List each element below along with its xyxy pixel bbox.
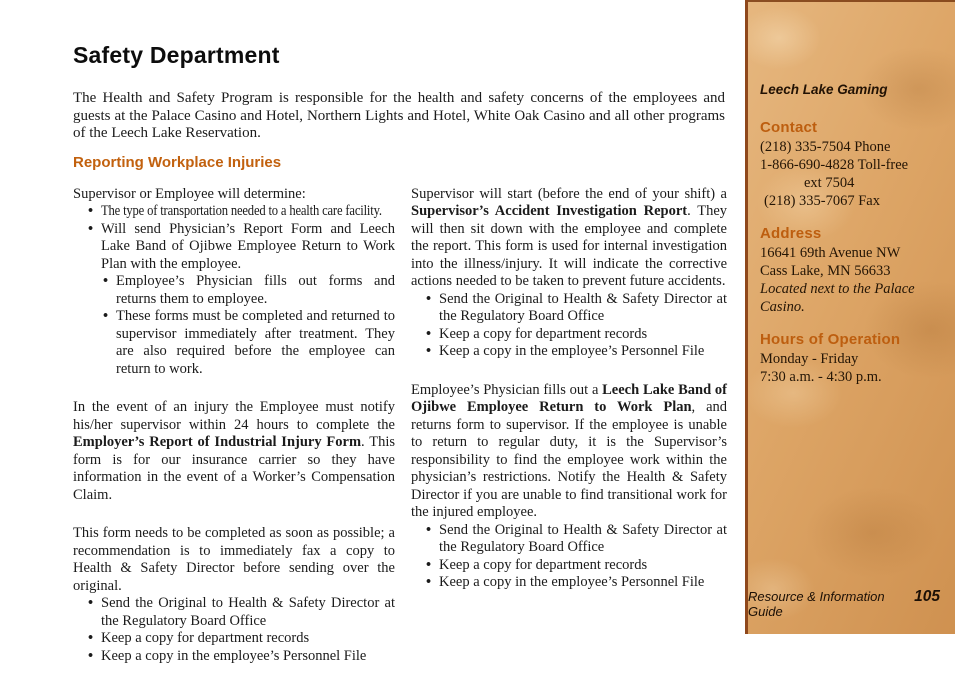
paragraph-text: , and returns form to supervisor. If the employee is unable to return to regular duty, it is the Supervisor’s responsibility to find the employee work within the physician’s restrictions. Notify the Health & Safety Director if you are unable to find transitional work for the injured employee.: [411, 399, 727, 521]
sidebar-content: [748, 0, 955, 386]
fax-paragraph: This form needs to be completed as soon as possible; a recommendation is to immediately fax a copy to Health & Safety Director before sending over the original.: [73, 525, 395, 594]
determine-lead: Supervisor or Employee will determine:: [73, 185, 306, 202]
contact-tollfree: 1-866-690-4828 Toll-free: [760, 157, 909, 173]
paragraph-text: Employee’s Physician fills out a: [411, 381, 603, 398]
investigation-paragraph: [411, 186, 727, 291]
list-item: • Keep a copy in the employee’s Personnel File: [426, 343, 727, 361]
form-name-bold: Supervisor’s Accident Investigation Report: [411, 203, 688, 220]
list-item: • Keep a copy for department records: [88, 630, 395, 648]
list-item: • Send the Original to Health & Safety Director at the Regulatory Board Office: [88, 595, 395, 630]
list-item: • Will send Physician’s Report Form and Leech Lake Band of Ojibwe Employee Return to Work Plan with the employee.: [88, 221, 395, 274]
contact-fax: (218) 335-7067 Fax: [764, 193, 880, 209]
section-heading: Reporting Workplace Injuries: [73, 153, 282, 171]
contact-phone: (218) 335-7504 Phone: [760, 139, 891, 155]
list-item: [88, 203, 395, 221]
page-footer: [748, 588, 940, 619]
list-item: • Send the Original to Health & Safety Director at the Regulatory Board Office: [426, 522, 727, 557]
list-item: • Keep a copy in the employee’s Personnel File: [88, 648, 395, 666]
hours-section: [760, 331, 941, 386]
injury-report-block: [73, 399, 395, 504]
contact-ext: ext 7504: [804, 175, 855, 191]
paragraph-text: In the event of an injury the Employee must notify his/her supervisor within 24 hours to complete the: [73, 399, 395, 433]
hours-days: Monday - Friday: [760, 351, 859, 367]
form-name-bold: Leech Lake Band of Ojibwe Employee Return to Work Plan: [411, 381, 727, 416]
list-item: • Keep a copy in the employee’s Personnel File: [426, 574, 727, 592]
investigation-bullet-list: [411, 291, 727, 361]
list-item: • Employee’s Physician fills out forms and returns them to employee.: [103, 273, 395, 308]
address-section: [760, 225, 941, 316]
paragraph-text: . They will then sit down with the employee and complete the report. This form is used for internal investigation into the illness/injury. It will indicate the corrective actions needed to be taken to prevent future accidents.: [411, 203, 728, 290]
list-item: • Keep a copy for department records: [426, 557, 727, 575]
injury-report-paragraph: [73, 399, 395, 504]
return-bullet-list: [411, 522, 727, 592]
filing-bullet-list: [73, 595, 395, 665]
determine-block: [73, 186, 395, 379]
return-to-work-block: [411, 382, 727, 592]
paragraph-text: . This form is for our insurance carrier so they have information in the event of a Worker’s Compensation Claim.: [73, 434, 395, 503]
info-sidebar: [745, 0, 955, 634]
address-line: 16641 69th Avenue NW: [760, 245, 901, 261]
form-name-bold: Employer’s Report of Industrial Injury Form: [73, 434, 362, 451]
hours-times: 7:30 a.m. - 4:30 p.m.: [760, 369, 882, 385]
fax-block: [73, 525, 395, 665]
left-column: [73, 186, 395, 686]
contact-heading: Contact: [760, 119, 818, 136]
address-heading: Address: [760, 225, 822, 242]
determine-bullet-list: [73, 203, 395, 378]
investigation-block: [411, 186, 727, 361]
return-to-work-paragraph: [411, 382, 727, 522]
list-item: • Send the Original to Health & Safety Director at the Regulatory Board Office: [426, 291, 727, 326]
address-note: Casino.: [760, 299, 805, 315]
footer-page-number: 105: [914, 588, 940, 605]
paragraph-text: Supervisor will start (before the end of your shift) a: [411, 185, 727, 202]
sidebar-program-name: Leech Lake Gaming: [760, 82, 888, 97]
hours-heading: Hours of Operation: [760, 331, 901, 348]
contact-section: [760, 119, 941, 210]
address-line: Cass Lake, MN 56633: [760, 263, 891, 279]
footer-guide-title: Resource & Information Guide: [748, 589, 885, 619]
page-title: Safety Department: [73, 42, 280, 68]
list-item-text: The type of transportation needed to a health care facility.: [101, 203, 382, 220]
two-column-layout: [73, 186, 727, 686]
right-column: [411, 186, 727, 686]
list-item: • Keep a copy for department records: [426, 326, 727, 344]
intro-paragraph: The Health and Safety Program is responsible for the health and safety concerns of the employees and guests at the Palace Casino and Hotel, Northern Lights and Hotel, White Oak Casino and all other programs of the Leech Lake Reservation.: [73, 90, 725, 142]
address-note: Located next to the Palace: [760, 281, 915, 297]
list-item: • These forms must be completed and returned to supervisor immediately after treatment. They are also required before the employee can return to work.: [103, 308, 395, 378]
